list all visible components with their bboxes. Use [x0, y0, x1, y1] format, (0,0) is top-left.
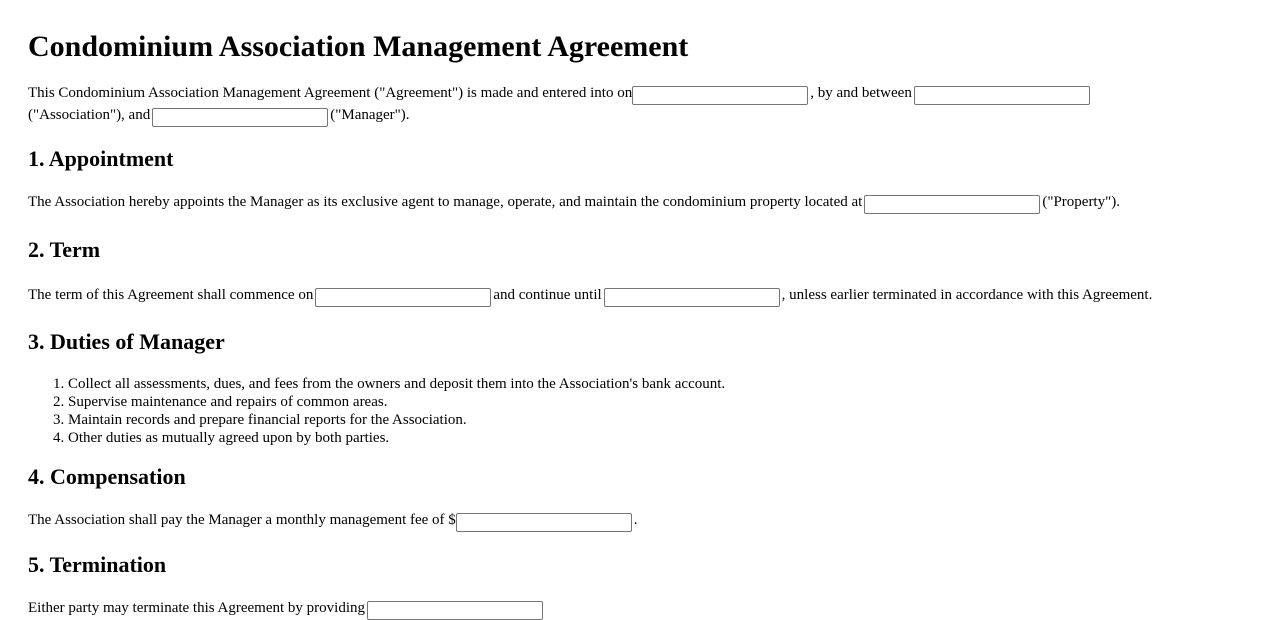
list-item: 2. Supervise maintenance and repairs of common areas. — [68, 393, 1250, 411]
property-address-field[interactable] — [864, 195, 1040, 214]
agreement-date-field[interactable] — [632, 86, 808, 105]
term-text: The term of this Agreement shall commence on — [28, 287, 314, 303]
monthly-fee-field[interactable] — [456, 513, 632, 532]
section-heading-term: 2. Term — [28, 237, 101, 262]
intro-text: This Condominium Association Management Agreement ("Agreement") is made and entered into on — [28, 85, 633, 101]
intro-text: ("Association"), and — [28, 107, 151, 123]
intro-text: ("Manager"). — [330, 107, 410, 123]
term-text: and continue until — [493, 287, 602, 303]
compensation-text: The Association shall pay the Manager a monthly management fee of $ — [28, 512, 456, 528]
section-heading-appointment: 1. Appointment — [28, 146, 174, 171]
termination-paragraph — [28, 598, 1250, 620]
association-name-field[interactable] — [914, 86, 1090, 105]
appointment-paragraph — [28, 192, 1250, 214]
start-date-field[interactable] — [315, 288, 491, 307]
term-text: , unless earlier terminated in accordance with this Agreement. — [781, 287, 1153, 303]
section-heading-termination: 5. Termination — [28, 552, 167, 577]
termination-text: Either party may terminate this Agreement by providing — [28, 600, 365, 616]
notice-period-field[interactable] — [367, 601, 543, 620]
page-title: Condominium Association Management Agreement — [28, 30, 689, 63]
intro-text: , by and between — [810, 85, 912, 101]
compensation-text: . — [633, 512, 638, 528]
duties-list — [28, 375, 1250, 447]
list-item: 1. Collect all assessments, dues, and fees from the owners and deposit them into the Association's bank account. — [68, 375, 1250, 393]
appointment-text: The Association hereby appoints the Manager as its exclusive agent to manage, operate, and maintain the condominium property located at — [28, 194, 863, 210]
manager-name-field[interactable] — [152, 108, 328, 127]
list-item: 3. Maintain records and prepare financial reports for the Association. — [68, 411, 1250, 429]
section-heading-compensation: 4. Compensation — [28, 464, 186, 489]
end-date-field[interactable] — [604, 288, 780, 307]
term-paragraph — [28, 285, 1250, 307]
section-heading-duties: 3. Duties of Manager — [28, 329, 225, 354]
list-item: 4. Other duties as mutually agreed upon by both parties. — [68, 429, 1250, 447]
compensation-paragraph — [28, 510, 1250, 532]
intro-paragraph — [28, 83, 1250, 127]
appointment-text: ("Property"). — [1042, 194, 1120, 210]
